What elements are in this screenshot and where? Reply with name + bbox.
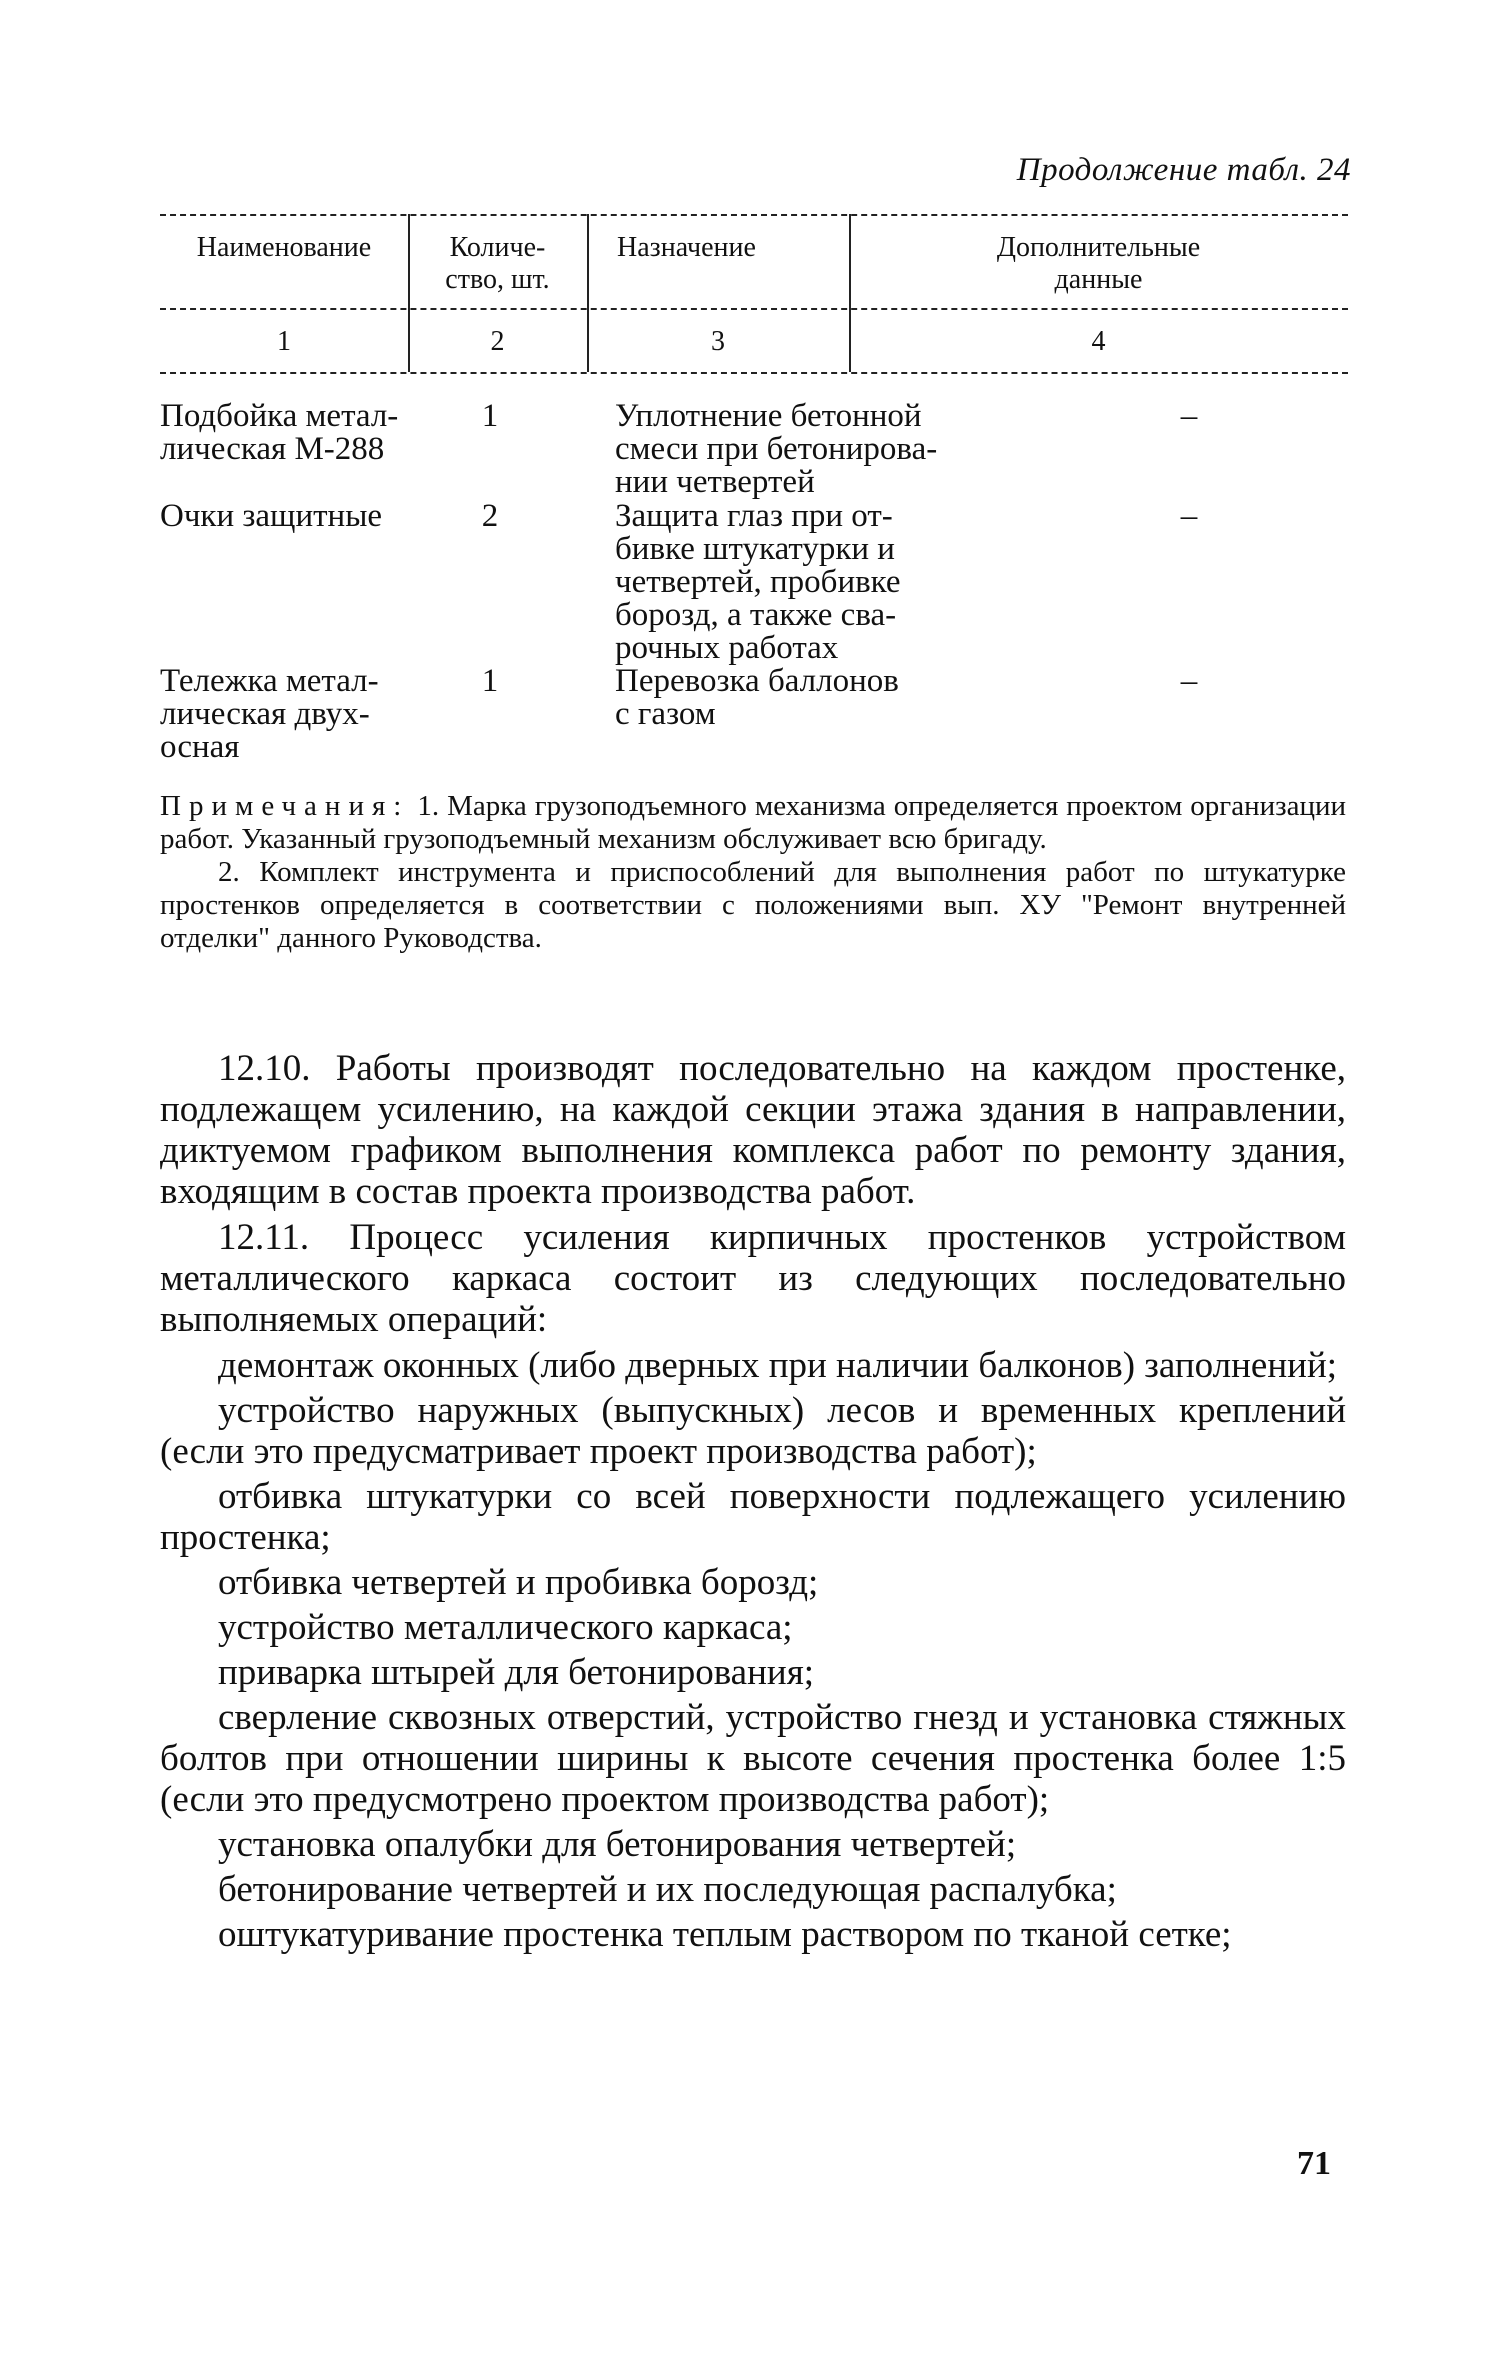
list-item: демонтаж оконных (либо дверных при наличии балконов) заполнений; <box>218 1345 1338 1386</box>
table-colnum: 1 <box>277 326 291 357</box>
table-rule-numbers <box>160 372 1348 374</box>
row-additional: – <box>1180 498 1198 534</box>
table-notes <box>160 790 1346 955</box>
page-number: 71 <box>1297 2145 1331 2182</box>
list-item: бетонирование четвертей и их последующая распалубка; <box>218 1869 1117 1910</box>
section-number: 12.11. <box>218 1217 310 1258</box>
notes-label: Примечания: <box>160 790 410 822</box>
table-colnum: 4 <box>1091 326 1106 357</box>
table-rule-top <box>160 214 1348 216</box>
row-additional: – <box>1180 663 1198 699</box>
table-header-purpose: Назначение <box>617 232 756 263</box>
list-item: устройство металлического каркаса; <box>218 1607 793 1648</box>
row-qty: 1 <box>481 398 499 434</box>
row-name: Очки защитные <box>160 498 383 534</box>
list-item: отбивка штукатурки со всей поверхности подлежащего усилению простенка; <box>160 1476 1346 1558</box>
table-colnum: 3 <box>711 326 725 357</box>
list-item: сверление сквозных отверстий, устройство гнезд и установка стяжных болтов при отношении ширины к высоте сечения простенка более 1:5 (если это предусмотрено проектом производства работ); <box>160 1697 1346 1820</box>
row-purpose: Уплотнение бетонной смеси при бетонирова- нии четвертей <box>615 398 938 500</box>
list-item: оштукатуривание простенка теплым раствором по тканой сетке; <box>218 1914 1232 1955</box>
row-purpose: Защита глаз при от- бивке штукатурки и четвертей, пробивке борозд, а также сва- рочных работах <box>615 498 901 666</box>
row-additional: – <box>1180 398 1198 434</box>
list-item: приварка штырей для бетонирования; <box>218 1652 814 1693</box>
row-qty: 2 <box>481 498 499 534</box>
table-continuation-caption: Продолжение табл. 24 <box>1016 152 1351 188</box>
row-name: Тележка метал- лическая двух- осная <box>160 663 379 765</box>
paragraph-12-11: 12.11. Процесс усиления кирпичных простенков устройством металлического каркаса состоит из следующих последовательно выполняемых операций: <box>160 1217 1346 1340</box>
row-qty: 1 <box>481 663 499 699</box>
table-colnum: 2 <box>490 326 505 357</box>
table-header-additional: Дополнительные данные <box>996 232 1201 295</box>
row-purpose: Перевозка баллонов с газом <box>615 663 899 732</box>
section-number: 12.10. <box>218 1048 311 1089</box>
body-text <box>160 1048 1346 1959</box>
list-item: установка опалубки для бетонирования четвертей; <box>218 1824 1017 1865</box>
paragraph-12-10: 12.10. Работы производят последовательно на каждом простенке, подлежащем усилению, на каждой секции этажа здания в направлении, диктуемом графиком выполнения комплекса работ по ремонту здания, входящим в состав проекта производства работ. <box>160 1048 1346 1212</box>
table-header-name: Наименование <box>196 232 372 263</box>
list-item: отбивка четвертей и пробивка борозд; <box>218 1562 819 1603</box>
row-name: Подбойка метал- лическая М-288 <box>160 398 399 467</box>
table-rule-header <box>160 308 1348 310</box>
list-item: устройство наружных (выпускных) лесов и временных креплений (если это предусматривает проект производства работ); <box>160 1390 1346 1472</box>
note-1: Примечания: 1. Марка грузоподъемного механизма определяется проектом организации работ. Указанный грузоподъемный механизм обслуживает всю бригаду. <box>160 790 1347 855</box>
table-header-qty: Количе- ство, шт. <box>445 232 550 295</box>
note-2: 2. Комплект инструмента и приспособлений для выполнения работ по штукатурке простенков определяется в соответствии с положениями вып. ХУ "Ремонт внутренней отделки" данного Руководства. <box>160 856 1346 954</box>
